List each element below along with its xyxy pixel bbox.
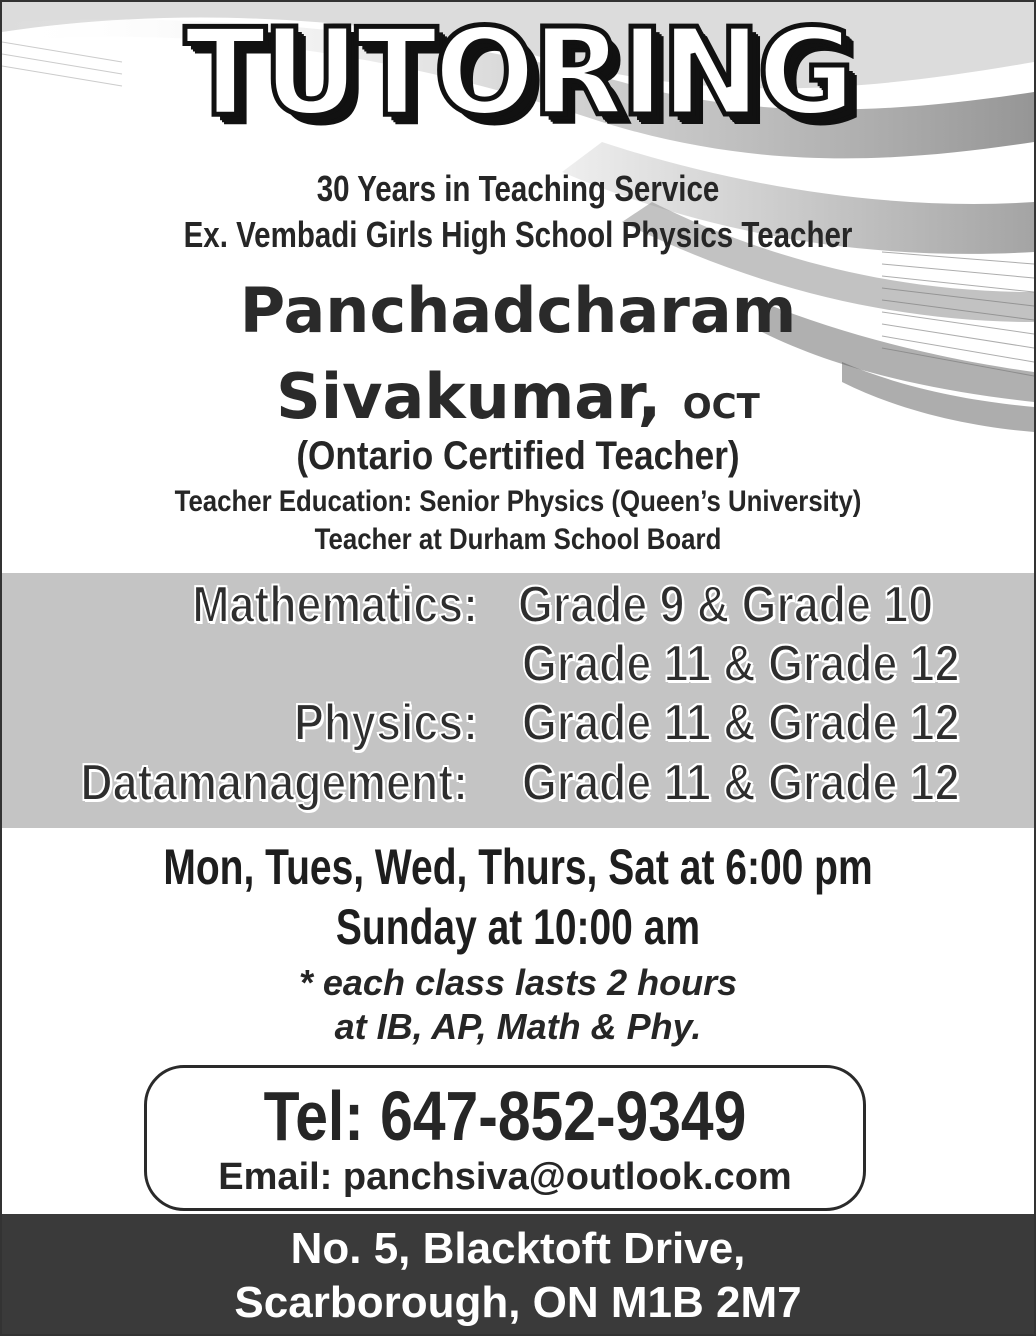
class-duration-note: * each class lasts 2 hours (298, 962, 738, 1003)
address-footer (2, 1214, 1034, 1334)
schedule-weekdays: Mon, Tues, Wed, Thurs, Sat at 6:00 pm (163, 839, 873, 895)
subject-grades: Grade 11 & Grade 12 (522, 694, 960, 752)
address-line-2: Scarborough, ON M1B 2M7 (234, 1278, 802, 1327)
certification-line: (Ontario Certified Teacher) (296, 434, 740, 478)
subject-label: Physics: (294, 694, 478, 752)
email-address[interactable]: Email: panchsiva@outlook.com (218, 1156, 792, 1198)
page-title: TUTORING (184, 4, 852, 143)
subject-grades: Grade 11 & Grade 12 (522, 754, 960, 812)
teacher-suffix: OCT (682, 387, 760, 427)
address-line-1: No. 5, Blacktoft Drive, (290, 1224, 746, 1273)
subject-label: Mathematics: (192, 576, 478, 634)
programs-note: at IB, AP, Math & Phy. (334, 1006, 702, 1047)
education-line: Teacher Education: Senior Physics (Queen’s University) (174, 485, 862, 518)
subject-grades: Grade 9 & Grade 10 (518, 576, 934, 634)
subject-grades: Grade 11 & Grade 12 (522, 635, 960, 693)
phone-number[interactable]: Tel: 647-852-9349 (263, 1077, 747, 1155)
former-role-line: Ex. Vembadi Girls High School Physics Teacher (183, 214, 853, 255)
teacher-last-name-row (2, 360, 1034, 433)
subject-label: Datamanagement: (80, 754, 468, 812)
contact-box (144, 1065, 866, 1211)
teacher-first-name: Panchadcharam (239, 274, 797, 347)
experience-line: 30 Years in Teaching Service (316, 168, 720, 209)
schedule-sunday: Sunday at 10:00 am (335, 899, 701, 955)
teacher-last-name: Sivakumar, (276, 360, 662, 433)
current-role-line: Teacher at Durham School Board (314, 523, 722, 556)
